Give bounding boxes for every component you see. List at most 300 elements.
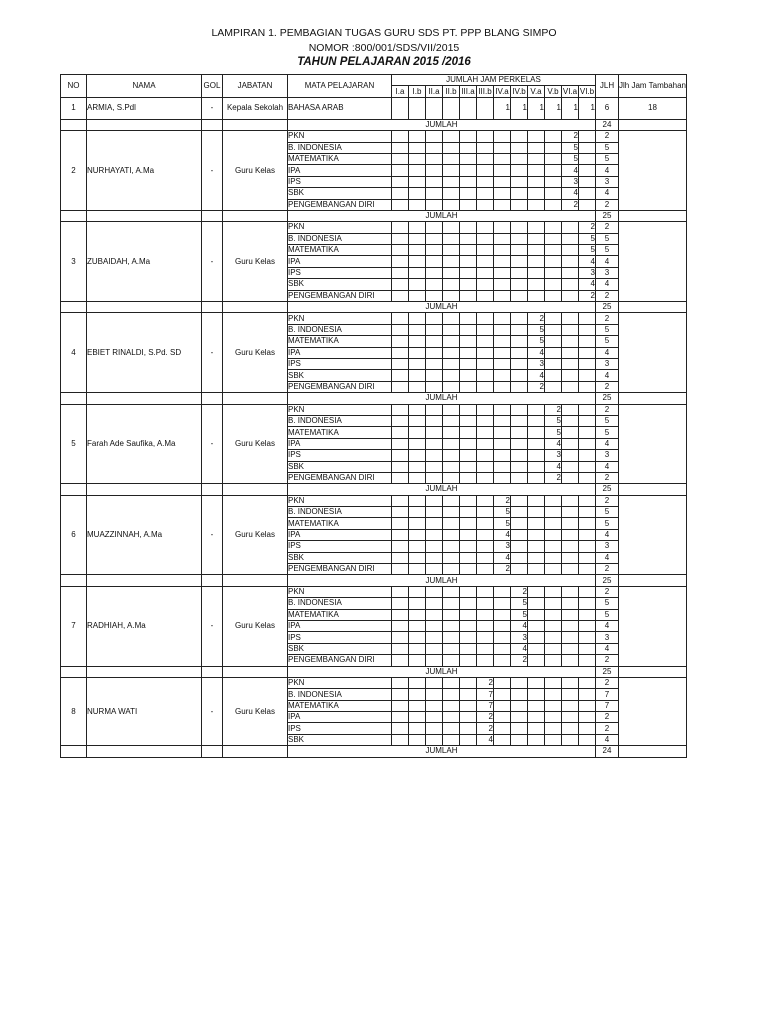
class-hours-cell [494,336,511,347]
class-hours-cell [545,609,562,620]
class-hours-cell [460,723,477,734]
subject-total-hours: 2 [596,199,619,210]
class-hours-cell [460,541,477,552]
subject-total-hours: 4 [596,188,619,199]
class-hours-cell [409,290,426,301]
class-hours-cell: 2 [545,472,562,483]
subject-total-hours: 2 [596,472,619,483]
class-hours-cell: 3 [528,358,545,369]
class-hours-cell [392,461,409,472]
class-hours-cell: 1 [579,97,596,119]
column-header-gol: GOL [202,75,223,98]
class-hours-cell [392,643,409,654]
class-hours-cell [511,256,528,267]
class-hours-cell [579,598,596,609]
subject-name: PKN [288,404,392,415]
teacher-number: 2 [61,131,87,211]
class-hours-cell [460,734,477,745]
subject-name: SBK [288,188,392,199]
class-hours-cell [494,153,511,164]
subject-total-hours: 2 [596,677,619,688]
class-hours-cell [477,222,494,233]
class-hours-cell [562,609,579,620]
class-hours-cell [562,552,579,563]
class-hours-cell [426,290,443,301]
subject-name: IPS [288,723,392,734]
teacher-total-hours: 25 [596,210,619,221]
subject-total-hours: 5 [596,609,619,620]
class-hours-cell [460,370,477,381]
class-hours-cell [511,188,528,199]
class-hours-cell [409,245,426,256]
class-hours-cell [511,518,528,529]
class-hours-cell [494,199,511,210]
class-hours-cell [392,199,409,210]
class-hours-cell [443,370,460,381]
table-row [61,586,687,597]
subject-name: MATEMATIKA [288,518,392,529]
teacher-name: ARMIA, S.Pdl [87,97,202,119]
class-hours-cell [545,176,562,187]
class-hours-cell [528,290,545,301]
class-hours-cell [494,324,511,335]
class-hours-cell [528,609,545,620]
extra-hours [619,131,687,211]
teacher-gol: - [202,97,223,119]
class-hours-cell [392,655,409,666]
class-hours-cell: 5 [579,245,596,256]
class-hours-cell [494,461,511,472]
class-hours-cell [426,256,443,267]
class-hours-cell [545,564,562,575]
class-hours-cell [460,586,477,597]
class-hours-cell [426,233,443,244]
jumlah-row [61,484,687,495]
subject-total-hours: 5 [596,324,619,335]
class-hours-cell [392,541,409,552]
class-hours-cell [477,472,494,483]
class-hours-cell [562,245,579,256]
class-hours-cell: 5 [511,598,528,609]
class-hours-cell [562,518,579,529]
subject-name: MATEMATIKA [288,153,392,164]
jumlah-label: JUMLAH [288,666,596,677]
class-hours-cell [426,267,443,278]
class-hours-cell [579,450,596,461]
class-hours-cell [528,153,545,164]
class-hours-cell [409,199,426,210]
subject-name: PENGEMBANGAN DIRI [288,199,392,210]
class-hours-cell [511,324,528,335]
class-hours-cell [511,427,528,438]
class-hours-cell [528,541,545,552]
jumlah-row [61,210,687,221]
class-hours-cell [562,689,579,700]
class-hours-cell [443,655,460,666]
class-hours-cell [477,518,494,529]
teacher-position: Guru Kelas [223,404,288,484]
class-hours-cell [528,165,545,176]
class-hours-cell [511,415,528,426]
class-hours-cell [460,461,477,472]
class-hours-cell [511,165,528,176]
class-hours-cell [494,655,511,666]
subject-total-hours: 4 [596,256,619,267]
class-hours-cell [392,438,409,449]
class-hours-cell [443,598,460,609]
class-hours-cell [477,461,494,472]
class-hours-cell [562,404,579,415]
subject-total-hours: 3 [596,450,619,461]
class-hours-cell: 4 [511,620,528,631]
class-hours-cell [579,620,596,631]
teacher-gol: - [202,313,223,393]
class-hours-cell [443,427,460,438]
class-hours-cell [511,541,528,552]
column-header-jlh-jam-tambahan: Jlh Jam Tambahan [619,75,687,98]
class-hours-cell [528,438,545,449]
class-hours-cell [545,518,562,529]
class-hours-cell [511,153,528,164]
class-hours-cell [494,142,511,153]
class-hours-cell [545,586,562,597]
class-hours-cell [460,643,477,654]
class-hours-cell [426,370,443,381]
class-hours-cell [477,643,494,654]
class-hours-cell [494,700,511,711]
class-hours-cell [460,324,477,335]
class-hours-cell [460,677,477,688]
subject-total-hours: 5 [596,427,619,438]
class-hours-cell [460,609,477,620]
teaching-assignment-table [60,74,687,758]
class-hours-cell [460,381,477,392]
class-hours-cell [528,199,545,210]
class-hours-cell [426,472,443,483]
subject-total-hours: 7 [596,700,619,711]
class-hours-cell [562,358,579,369]
class-hours-cell: 5 [494,507,511,518]
class-hours-cell [579,313,596,324]
class-hours-cell [545,222,562,233]
class-hours-cell [528,529,545,540]
class-hours-cell [511,279,528,290]
class-hours-cell [528,256,545,267]
class-hours-cell [460,655,477,666]
teacher-position: Guru Kelas [223,586,288,666]
teacher-name: ZUBAIDAH, A.Ma [87,222,202,302]
empty-cell [619,666,687,677]
class-hours-cell: 2 [511,655,528,666]
subject-name: B. INDONESIA [288,415,392,426]
class-hours-cell [477,358,494,369]
class-hours-cell: 2 [545,404,562,415]
subject-name: PENGEMBANGAN DIRI [288,655,392,666]
subject-name: PKN [288,677,392,688]
class-hours-cell [392,131,409,142]
class-hours-cell [528,677,545,688]
class-hours-cell [409,609,426,620]
class-hours-cell [426,734,443,745]
class-hours-cell [392,370,409,381]
class-hours-cell [528,518,545,529]
class-hours-cell: 1 [545,97,562,119]
class-hours-cell [545,267,562,278]
class-hours-cell [409,97,426,119]
teacher-position: Guru Kelas [223,495,288,575]
class-hours-cell [460,518,477,529]
class-hours-cell [579,370,596,381]
class-hours-cell [477,324,494,335]
class-hours-cell: 4 [528,370,545,381]
class-hours-cell [562,222,579,233]
jumlah-label: JUMLAH [288,210,596,221]
jumlah-row [61,746,687,757]
jumlah-label: JUMLAH [288,746,596,757]
subject-total-hours: 2 [596,404,619,415]
class-hours-cell [392,233,409,244]
class-hours-cell [460,529,477,540]
subject-name: IPA [288,165,392,176]
class-hours-cell [409,643,426,654]
subject-name: MATEMATIKA [288,700,392,711]
column-header-nama: NAMA [87,75,202,98]
class-hours-cell [426,529,443,540]
class-hours-cell [477,609,494,620]
class-hours-cell [579,734,596,745]
class-hours-cell [392,529,409,540]
class-hours-cell [409,472,426,483]
class-hours-cell [426,461,443,472]
class-hours-cell [426,415,443,426]
class-hours-cell [511,347,528,358]
class-hours-cell [545,632,562,643]
class-hours-cell [579,404,596,415]
class-hours-cell [426,620,443,631]
class-hours-cell [426,438,443,449]
class-hours-cell [409,358,426,369]
class-hours-cell [392,188,409,199]
class-hours-cell [579,324,596,335]
empty-cell [223,210,288,221]
class-hours-cell [528,712,545,723]
class-hours-cell [477,586,494,597]
teacher-total-hours: 25 [596,393,619,404]
class-hours-cell [477,507,494,518]
class-hours-cell: 7 [477,700,494,711]
class-hours-cell [409,279,426,290]
class-hours-cell [460,199,477,210]
class-hours-cell [443,507,460,518]
class-hours-cell [443,529,460,540]
class-hours-cell [460,404,477,415]
class-hours-cell [545,290,562,301]
class-hours-cell [528,564,545,575]
subject-total-hours: 5 [596,507,619,518]
class-hours-cell [562,233,579,244]
class-hours-cell [443,518,460,529]
class-hours-cell: 5 [562,153,579,164]
empty-cell [202,119,223,130]
class-hours-cell [545,245,562,256]
class-hours-cell [494,427,511,438]
class-hours-cell [562,564,579,575]
class-hours-cell: 7 [477,689,494,700]
class-hours-cell [477,370,494,381]
column-header-class: VI.a [562,86,578,96]
column-header-jumlah-jam-perkelas: JUMLAH JAM PERKELAS [392,75,596,86]
class-hours-cell [579,541,596,552]
jumlah-row [61,666,687,677]
class-hours-cell: 1 [562,97,579,119]
class-hours-cell [511,529,528,540]
empty-cell [87,666,202,677]
subject-name: SBK [288,734,392,745]
class-hours-cell [528,245,545,256]
subject-total-hours: 2 [596,381,619,392]
teacher-position: Guru Kelas [223,677,288,745]
class-hours-cell [494,723,511,734]
class-hours-cell [545,153,562,164]
class-hours-cell [426,245,443,256]
class-hours-cell [562,586,579,597]
extra-hours: 18 [619,97,687,119]
class-hours-cell [409,404,426,415]
class-hours-cell [494,415,511,426]
subject-total-hours: 3 [596,358,619,369]
teacher-name: NURMA WATI [87,677,202,745]
class-hours-cell [443,131,460,142]
teacher-name: EBIET RINALDI, S.Pd. SD [87,313,202,393]
class-hours-cell [579,336,596,347]
class-hours-cell [579,415,596,426]
class-hours-cell [392,142,409,153]
class-hours-cell [528,461,545,472]
subject-total-hours: 4 [596,370,619,381]
class-hours-cell [443,97,460,119]
class-hours-cell [494,598,511,609]
teacher-number: 1 [61,97,87,119]
subject-name: IPA [288,347,392,358]
class-hours-cell [562,267,579,278]
subject-total-hours: 4 [596,529,619,540]
class-hours-cell [562,700,579,711]
class-hours-cell [460,598,477,609]
class-hours-cell [409,541,426,552]
class-hours-cell [511,199,528,210]
class-hours-cell [545,507,562,518]
subject-total-hours: 4 [596,552,619,563]
class-hours-cell [579,153,596,164]
class-hours-cell [477,450,494,461]
subject-total-hours: 5 [596,245,619,256]
class-hours-cell [579,358,596,369]
class-hours-cell [392,313,409,324]
class-hours-cell: 3 [579,267,596,278]
class-hours-cell [562,256,579,267]
class-hours-cell [460,620,477,631]
column-header-class: III.a [461,86,475,96]
class-hours-cell [545,677,562,688]
class-hours-cell [562,461,579,472]
table-row [61,97,687,119]
teacher-total-hours: 24 [596,119,619,130]
class-hours-cell [511,677,528,688]
class-hours-cell [409,381,426,392]
class-hours-cell [426,199,443,210]
class-hours-cell [426,712,443,723]
class-hours-cell [494,620,511,631]
teacher-name: NURHAYATI, A.Ma [87,131,202,211]
class-hours-cell [443,199,460,210]
empty-cell [202,746,223,757]
class-hours-cell [392,324,409,335]
subject-total-hours: 4 [596,734,619,745]
empty-cell [61,302,87,313]
class-hours-cell [477,176,494,187]
subject-name: IPA [288,712,392,723]
class-hours-cell [545,495,562,506]
class-hours-cell [460,313,477,324]
class-hours-cell [409,564,426,575]
column-header-jabatan: JABATAN [223,75,288,98]
class-hours-cell [443,643,460,654]
class-hours-cell [579,188,596,199]
class-hours-cell [511,142,528,153]
subject-name: IPS [288,358,392,369]
class-hours-cell [392,734,409,745]
subject-total-hours: 2 [596,222,619,233]
empty-cell [61,666,87,677]
class-hours-cell [426,655,443,666]
subject-name: PKN [288,495,392,506]
class-hours-cell [562,632,579,643]
subject-name: PKN [288,131,392,142]
class-hours-cell [443,552,460,563]
subject-total-hours: 5 [596,233,619,244]
subject-name: B. INDONESIA [288,233,392,244]
column-header-class: II.a [426,86,443,97]
class-hours-cell [494,404,511,415]
class-hours-cell [579,427,596,438]
class-hours-cell [494,256,511,267]
class-hours-cell [409,450,426,461]
class-hours-cell [460,153,477,164]
class-hours-cell [392,723,409,734]
class-hours-cell [426,336,443,347]
empty-cell [223,575,288,586]
class-hours-cell [409,222,426,233]
class-hours-cell [477,245,494,256]
class-hours-cell [545,598,562,609]
class-hours-cell [494,347,511,358]
column-header-mata-pelajaran: MATA PELAJARAN [288,75,392,98]
teacher-number: 7 [61,586,87,666]
class-hours-cell [460,427,477,438]
class-hours-cell [579,632,596,643]
class-hours-cell [477,165,494,176]
class-hours-cell [460,495,477,506]
class-hours-cell [443,142,460,153]
class-hours-cell [460,415,477,426]
class-hours-cell [409,677,426,688]
subject-total-hours: 5 [596,415,619,426]
jumlah-label: JUMLAH [288,575,596,586]
class-hours-cell [477,290,494,301]
class-hours-cell [511,381,528,392]
class-hours-cell [409,347,426,358]
class-hours-cell [426,142,443,153]
